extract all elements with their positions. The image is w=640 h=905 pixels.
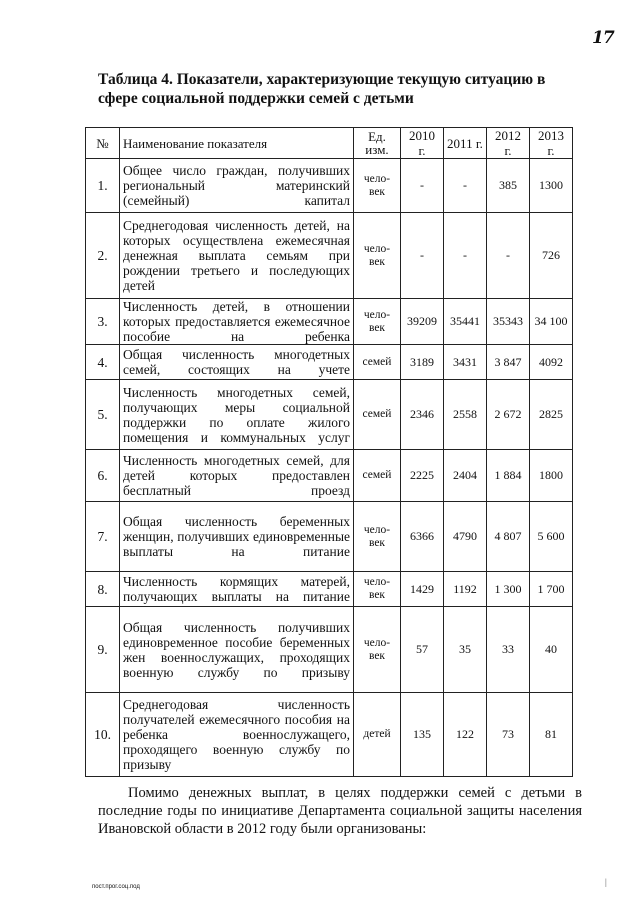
- table-row: [86, 693, 573, 777]
- value-2010: 2225: [401, 450, 444, 502]
- value-2011: -: [444, 213, 487, 299]
- unit-cell: детей: [354, 693, 401, 777]
- table-row: [86, 345, 573, 380]
- table-caption: Таблица 4. Показатели, характеризующие текущую ситуацию в сфере социальной поддержки семей с детьми: [98, 71, 546, 107]
- indicator-name: Общая численность получивших единовременное пособие беременных жен военнослужащих, проходящих военную службу по призыву: [120, 607, 354, 693]
- header-2011: 2011 г.: [444, 128, 487, 159]
- value-2012: 73: [487, 693, 530, 777]
- value-2012: 385: [487, 159, 530, 213]
- table-row: [86, 607, 573, 693]
- value-2013: 4092: [530, 345, 573, 380]
- indicator-name: Численность кормящих матерей, получающих выплаты на питание: [120, 572, 354, 607]
- value-2011: 3431: [444, 345, 487, 380]
- value-2011: 2558: [444, 380, 487, 450]
- value-2012: 33: [487, 607, 530, 693]
- value-2011: 1192: [444, 572, 487, 607]
- value-2012: 1 884: [487, 450, 530, 502]
- value-2011: 4790: [444, 502, 487, 572]
- table-row: [86, 502, 573, 572]
- table-row: [86, 299, 573, 345]
- value-2011: 2404: [444, 450, 487, 502]
- value-2012: 4 807: [487, 502, 530, 572]
- header-unit: Ед. изм.: [354, 128, 401, 159]
- value-2010: 6366: [401, 502, 444, 572]
- body-paragraph: Помимо денежных выплат, в целях поддержки семей с детьми в последние годы по инициативе Департамента социальной защиты населения Ивановской области в 2012 году были организованы:: [98, 785, 582, 837]
- header-name: Наименование показателя: [120, 128, 354, 159]
- indicator-name: Среднегодовая численность детей, на которых осуществлена ежемесячная денежная выплата семьям при рождении третьего и последующих детей: [120, 213, 354, 299]
- value-2010: 57: [401, 607, 444, 693]
- value-2011: 122: [444, 693, 487, 777]
- value-2010: 135: [401, 693, 444, 777]
- value-2013: 1300: [530, 159, 573, 213]
- value-2012: 3 847: [487, 345, 530, 380]
- unit-cell: семей: [354, 345, 401, 380]
- indicator-name: Численность многодетных семей, для детей которых предоставлен бесплатный проезд: [120, 450, 354, 502]
- unit-cell: семей: [354, 380, 401, 450]
- table-row: [86, 380, 573, 450]
- value-2011: -: [444, 159, 487, 213]
- row-number: 2.: [86, 213, 120, 299]
- value-2012: 35343: [487, 299, 530, 345]
- value-2012: 1 300: [487, 572, 530, 607]
- row-number: 1.: [86, 159, 120, 213]
- row-number: 10.: [86, 693, 120, 777]
- indicator-name: Общее число граждан, получивших региональный материнский (семейный) капитал: [120, 159, 354, 213]
- row-number: 5.: [86, 380, 120, 450]
- row-number: 7.: [86, 502, 120, 572]
- value-2013: 81: [530, 693, 573, 777]
- value-2010: 3189: [401, 345, 444, 380]
- indicator-name: Общая численность многодетных семей, состоящих на учете: [120, 345, 354, 380]
- header-2012: 2012 г.: [487, 128, 530, 159]
- value-2013: 40: [530, 607, 573, 693]
- header-num: №: [86, 128, 120, 159]
- value-2013: 1 700: [530, 572, 573, 607]
- table-row: [86, 213, 573, 299]
- unit-cell: чело-век: [354, 159, 401, 213]
- value-2012: 2 672: [487, 380, 530, 450]
- unit-cell: семей: [354, 450, 401, 502]
- row-number: 4.: [86, 345, 120, 380]
- value-2010: -: [401, 159, 444, 213]
- value-2013: 726: [530, 213, 573, 299]
- row-number: 8.: [86, 572, 120, 607]
- value-2013: 2825: [530, 380, 573, 450]
- value-2013: 34 100: [530, 299, 573, 345]
- page-number: 17: [592, 28, 614, 48]
- value-2013: 5 600: [530, 502, 573, 572]
- unit-cell: чело-век: [354, 299, 401, 345]
- row-number: 9.: [86, 607, 120, 693]
- value-2010: 39209: [401, 299, 444, 345]
- table-row: [86, 572, 573, 607]
- value-2010: 2346: [401, 380, 444, 450]
- value-2011: 35: [444, 607, 487, 693]
- unit-cell: чело-век: [354, 572, 401, 607]
- value-2012: -: [487, 213, 530, 299]
- row-number: 6.: [86, 450, 120, 502]
- indicator-name: Численность детей, в отношении которых предоставляется ежемесячное пособие на ребенка: [120, 299, 354, 345]
- table-row: [86, 450, 573, 502]
- indicator-name: Численность многодетных семей, получающих меры социальной поддержки по оплате жилого помещения и коммунальных услуг: [120, 380, 354, 450]
- unit-cell: чело-век: [354, 213, 401, 299]
- row-number: 3.: [86, 299, 120, 345]
- value-2010: -: [401, 213, 444, 299]
- indicator-name: Среднегодовая численность получателей ежемесячного пособия на ребенка военнослужащего, проходящего военную службу по призыву: [120, 693, 354, 777]
- unit-cell: чело-век: [354, 607, 401, 693]
- indicators-table: [85, 127, 573, 777]
- table-row: [86, 159, 573, 213]
- unit-cell: чело-век: [354, 502, 401, 572]
- indicator-name: Общая численность беременных женщин, получивших единовременные выплаты на питание: [120, 502, 354, 572]
- header-2010: 2010 г.: [401, 128, 444, 159]
- header-2013: 2013 г.: [530, 128, 573, 159]
- edge-mark: |: [605, 877, 607, 887]
- footer-filename: пост.прог.соц.под: [92, 884, 140, 890]
- table-header-row: [86, 128, 573, 159]
- value-2011: 35441: [444, 299, 487, 345]
- value-2010: 1429: [401, 572, 444, 607]
- value-2013: 1800: [530, 450, 573, 502]
